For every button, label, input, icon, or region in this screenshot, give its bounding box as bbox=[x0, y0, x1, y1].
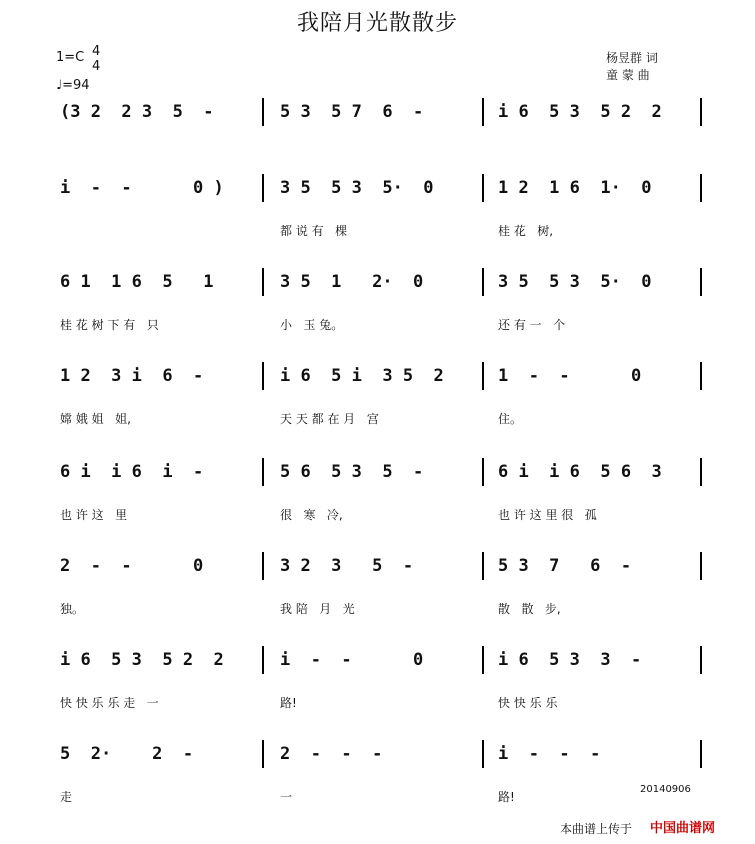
measure-notes: 1 2 1 6 1· 0 bbox=[498, 178, 652, 198]
score-system bbox=[0, 102, 755, 182]
barline bbox=[482, 646, 484, 674]
score-system bbox=[0, 272, 755, 352]
time-signature-numerator: 4 bbox=[92, 44, 101, 59]
credits bbox=[606, 50, 658, 84]
barline bbox=[482, 458, 484, 486]
measure-notes: 1 - - 0 bbox=[498, 366, 642, 386]
measure-notes: 3 5 5 3 5· 0 bbox=[498, 272, 652, 292]
measure-lyrics: 小 玉 兔。 bbox=[280, 318, 344, 332]
measure-notes: 5 6 5 3 5 - bbox=[280, 462, 424, 482]
barline bbox=[262, 740, 264, 768]
score-system bbox=[0, 178, 755, 258]
measure-notes: i - - - bbox=[498, 744, 601, 764]
barline bbox=[700, 552, 702, 580]
measure-notes: 5 3 5 7 6 - bbox=[280, 102, 424, 122]
measure-lyrics: 桂 花 树, bbox=[498, 224, 554, 238]
measure-lyrics: 快 快 乐 乐 bbox=[498, 696, 558, 710]
barline bbox=[700, 268, 702, 296]
measure-lyrics: 路! bbox=[498, 790, 515, 804]
measure-notes: 2 - - - bbox=[280, 744, 383, 764]
measure-notes: (3 2 2 3 5 - bbox=[60, 102, 214, 122]
measure-notes: 3 2 3 5 - bbox=[280, 556, 414, 576]
measure-lyrics: 快 快 乐 乐 走 一 bbox=[60, 696, 159, 710]
barline bbox=[482, 98, 484, 126]
measure-lyrics: 我 陪 月 光 bbox=[280, 602, 355, 616]
measure-notes: 6 1 1 6 5 1 bbox=[60, 272, 214, 292]
barline bbox=[482, 174, 484, 202]
measure-lyrics: 路! bbox=[280, 696, 297, 710]
measure-notes: 5 3 7 6 - bbox=[498, 556, 632, 576]
measure-notes: i 6 5 i 3 5 2 bbox=[280, 366, 444, 386]
score-system bbox=[0, 462, 755, 542]
barline bbox=[262, 98, 264, 126]
measure-lyrics: 一 bbox=[280, 790, 293, 804]
footer-text: 本曲谱上传于 bbox=[560, 822, 633, 836]
measure-notes: i 6 5 3 5 2 2 bbox=[498, 102, 662, 122]
measure-notes: 1 2 3 i 6 - bbox=[60, 366, 204, 386]
measure-notes: 3 5 5 3 5· 0 bbox=[280, 178, 434, 198]
measure-lyrics: 走 bbox=[60, 790, 73, 804]
measure-lyrics: 天 天 都 在 月 宫 bbox=[280, 412, 379, 426]
measure-lyrics: 都 说 有 棵 bbox=[280, 224, 348, 238]
measure-lyrics: 还 有 一 个 bbox=[498, 318, 566, 332]
barline bbox=[262, 362, 264, 390]
lyricist: 杨昱群 词 bbox=[606, 51, 658, 65]
song-title: 我陪月光散散步 bbox=[296, 11, 458, 36]
barline bbox=[262, 174, 264, 202]
measure-lyrics: 也 许 这 里 bbox=[60, 508, 128, 522]
measure-notes: 6 i i 6 5 6 3 bbox=[498, 462, 662, 482]
measure-lyrics: 独。 bbox=[60, 602, 85, 616]
measure-notes: i 6 5 3 5 2 2 bbox=[60, 650, 224, 670]
key-signature: 1=C bbox=[56, 50, 85, 65]
composer: 童 蒙 曲 bbox=[606, 68, 650, 82]
measure-notes: 2 - - 0 bbox=[60, 556, 204, 576]
barline bbox=[482, 362, 484, 390]
score-system bbox=[0, 366, 755, 446]
barline bbox=[700, 362, 702, 390]
measure-notes: i 6 5 3 3 - bbox=[498, 650, 642, 670]
barline bbox=[262, 268, 264, 296]
barline bbox=[262, 646, 264, 674]
measure-notes: 3 5 1 2· 0 bbox=[280, 272, 424, 292]
measure-lyrics: 桂 花 树 下 有 只 bbox=[60, 318, 159, 332]
measure-lyrics: 嫦 娥 姐 姐, bbox=[60, 412, 131, 426]
barline bbox=[700, 740, 702, 768]
barline bbox=[700, 174, 702, 202]
date-stamp: 20140906 bbox=[640, 784, 691, 795]
measure-lyrics: 也 许 这 里 很 孤 bbox=[498, 508, 597, 522]
measure-lyrics: 住。 bbox=[498, 412, 523, 426]
measure-lyrics: 散 散 步, bbox=[498, 602, 561, 616]
measure-notes: 5 2· 2 - bbox=[60, 744, 194, 764]
barline bbox=[482, 552, 484, 580]
score-system bbox=[0, 556, 755, 636]
time-signature-denominator: 4 bbox=[92, 59, 101, 74]
score-system bbox=[0, 650, 755, 730]
measure-notes: 6 i i 6 i - bbox=[60, 462, 204, 482]
barline bbox=[700, 646, 702, 674]
barline bbox=[482, 268, 484, 296]
measure-notes: i - - 0 ) bbox=[60, 178, 224, 198]
barline bbox=[262, 458, 264, 486]
measure-lyrics: 很 寒 冷, bbox=[280, 508, 343, 522]
site-logo: 中国曲谱网 bbox=[650, 821, 716, 836]
measure-notes: i - - 0 bbox=[280, 650, 424, 670]
barline bbox=[700, 98, 702, 126]
barline bbox=[262, 552, 264, 580]
barline bbox=[482, 740, 484, 768]
time-signature bbox=[92, 44, 100, 74]
tempo-marking: ♩=94 bbox=[56, 78, 90, 93]
barline bbox=[700, 458, 702, 486]
